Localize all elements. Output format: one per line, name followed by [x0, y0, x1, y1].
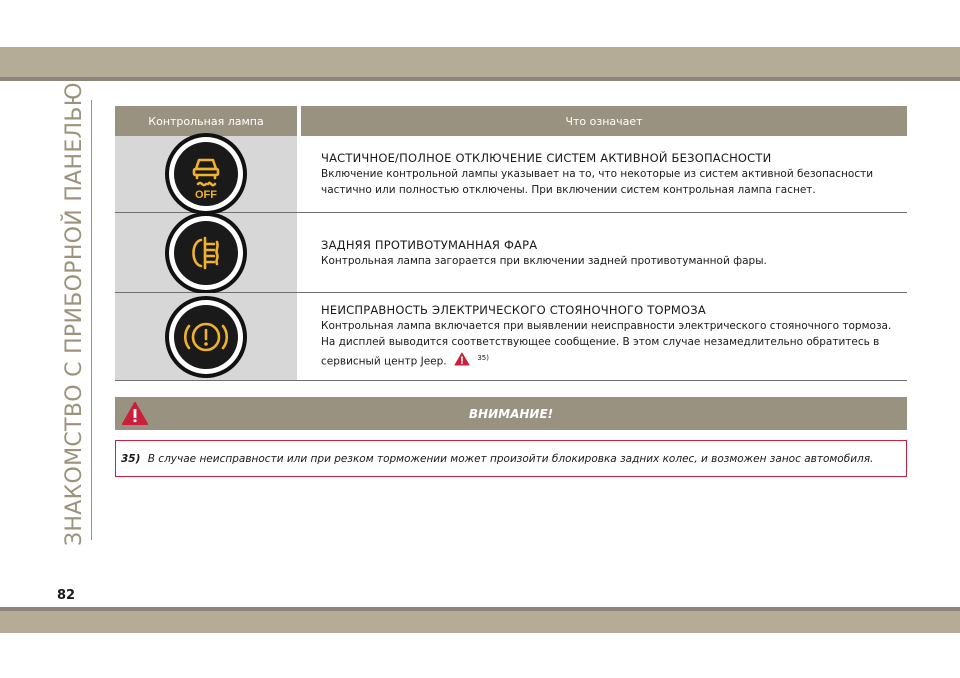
row-title: ЧАСТИЧНОЕ/ПОЛНОЕ ОТКЛЮЧЕНИЕ СИСТЕМ АКТИВНОЙ БЕЗОПАСНОСТИ: [321, 151, 772, 165]
row-title: НЕИСПРАВНОСТЬ ЭЛЕКТРИЧЕСКОГО СТОЯНОЧНОГО ТОРМОЗА: [321, 303, 706, 317]
warning-triangle-icon: [454, 352, 470, 371]
table-row: [115, 213, 907, 293]
header-meaning: Что означает: [565, 114, 643, 128]
warning-lamps-table: [115, 106, 907, 381]
rear-fog-lamp-icon: [174, 221, 238, 285]
footnote-reference: 35): [477, 354, 489, 362]
table-row: [115, 136, 907, 213]
warning-number: 35): [121, 452, 141, 465]
table-header: [115, 106, 907, 136]
warning-heading: ВНИМАНИЕ!: [468, 406, 554, 421]
lamp-cell: [115, 213, 297, 292]
warning-heading-bar: [115, 397, 907, 430]
svg-text:OFF: OFF: [195, 189, 217, 201]
row-description: Включение контрольной лампы указывает на то, что некоторые из систем активной безопасности частично или полностью отключены. При включении систем контрольная лампа гаснет.: [321, 168, 874, 196]
warning-note: [115, 440, 907, 477]
section-side-title: ЗНАКОМСТВО С ПРИБОРНОЙ ПАНЕЛЬЮ: [62, 82, 87, 546]
row-title: ЗАДНЯЯ ПРОТИВОТУМАННАЯ ФАРА: [321, 237, 538, 252]
row-description: Контрольная лампа включается при выявлении неисправности электрического стояночного тормоза. На дисплей выводится соответствующее сообщение. В этом случае незамедлительно обратитесь в сервисный центр Jeep.: [321, 320, 892, 368]
side-vertical-rule: [91, 100, 92, 540]
esc-off-icon: [174, 142, 238, 206]
table-row: [115, 293, 907, 381]
warning-text: В случае неисправности или при резком торможении может произойти блокировка задних колес, и возможен занос автомобиля.: [147, 452, 874, 465]
lamp-cell: [115, 136, 297, 212]
bottom-decorative-band: [0, 611, 960, 633]
header-lamp: Контрольная лампа: [148, 114, 264, 128]
lamp-cell: [115, 293, 297, 380]
top-decorative-rule: [0, 77, 960, 81]
top-decorative-band: [0, 47, 960, 77]
row-description: Контрольная лампа загорается при включении задней противотуманной фары.: [321, 254, 767, 267]
page-number: 82: [57, 588, 76, 603]
parking-brake-fault-icon: [174, 305, 238, 369]
